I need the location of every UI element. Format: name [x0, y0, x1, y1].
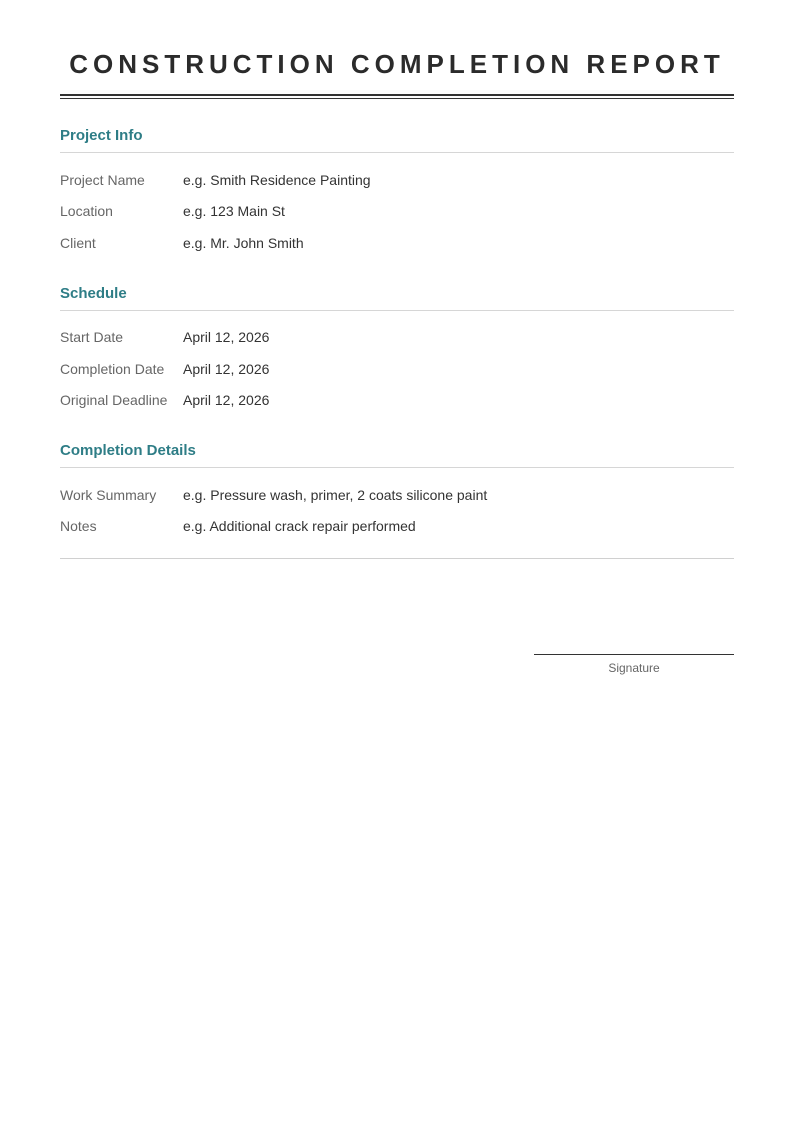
field-label-work-summary: Work Summary: [60, 486, 157, 503]
section-completion-details: [60, 440, 734, 542]
field-label-client: Client: [60, 234, 96, 251]
field-value-completion-date: April 12, 2026: [183, 360, 270, 377]
section-title-project-info: Project Info: [60, 125, 734, 153]
section-title-schedule: Schedule: [60, 283, 734, 311]
completion-details-fields: [60, 479, 734, 542]
section-schedule: [60, 283, 734, 417]
report-page: [60, 0, 734, 542]
field-value-start-date: April 12, 2026: [183, 329, 270, 346]
field-label-completion-date: Completion Date: [60, 360, 165, 377]
field-row-original-deadline: [60, 385, 734, 417]
field-value-original-deadline: April 12, 2026: [183, 392, 270, 409]
field-value-work-summary: e.g. Pressure wash, primer, 2 coats silicone paint: [183, 486, 488, 503]
field-row-start-date: [60, 322, 734, 354]
section-title-completion-details: Completion Details: [60, 440, 734, 468]
field-row-location: [60, 196, 734, 228]
field-label-location: Location: [60, 203, 113, 220]
field-row-notes: [60, 511, 734, 543]
field-label-notes: Notes: [60, 518, 97, 535]
field-value-client: e.g. Mr. John Smith: [183, 234, 304, 251]
field-row-work-summary: [60, 479, 734, 511]
section-project-info: [60, 125, 734, 259]
title-double-rule: [60, 94, 734, 99]
field-label-start-date: Start Date: [60, 329, 124, 346]
signature-label: Signature: [608, 661, 660, 675]
field-value-project-name: e.g. Smith Residence Painting: [183, 171, 371, 188]
schedule-fields: [60, 322, 734, 417]
project-info-fields: [60, 164, 734, 259]
signature-line[interactable]: [534, 654, 734, 655]
document-title: CONSTRUCTION COMPLETION REPORT: [69, 49, 725, 79]
field-row-client: [60, 227, 734, 259]
signature-block: [534, 654, 734, 675]
field-value-notes: e.g. Additional crack repair performed: [183, 518, 416, 535]
footer-divider: [60, 558, 734, 559]
field-label-project-name: Project Name: [60, 171, 145, 188]
field-value-location: e.g. 123 Main St: [183, 203, 285, 220]
field-label-original-deadline: Original Deadline: [60, 392, 168, 409]
field-row-completion-date: [60, 353, 734, 385]
field-row-project-name: [60, 164, 734, 196]
